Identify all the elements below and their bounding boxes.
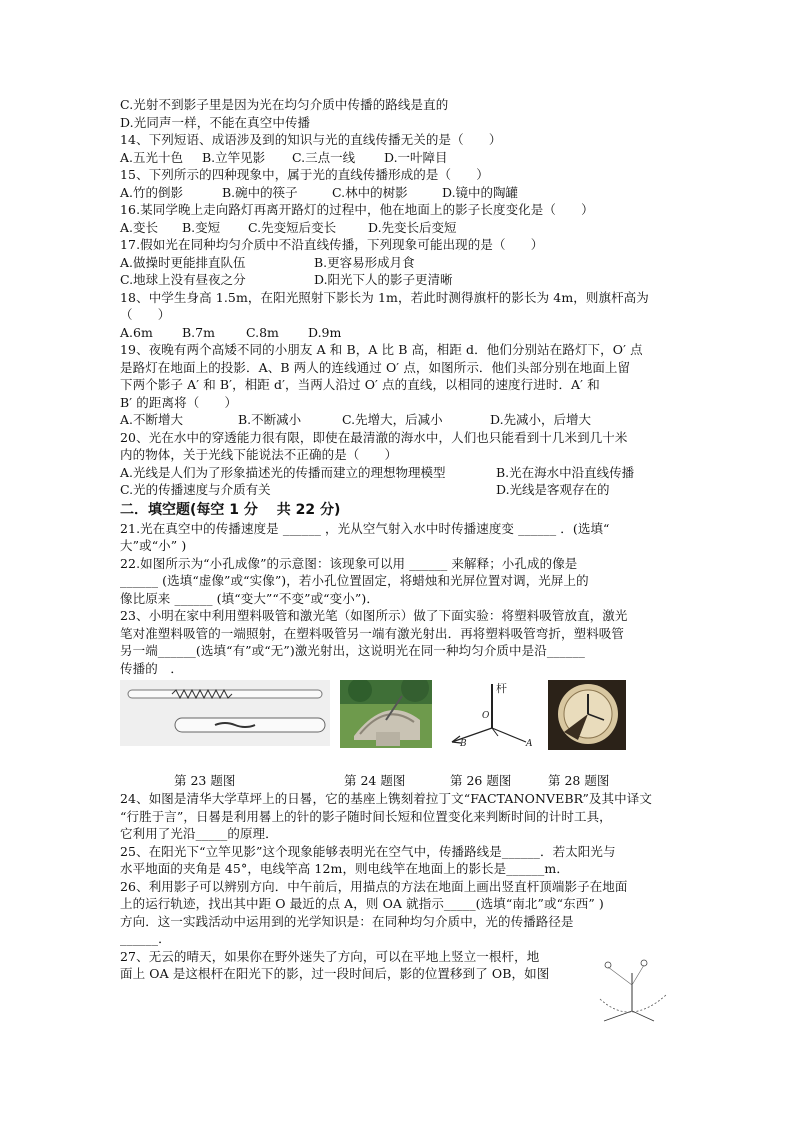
- answer-blank: （ ）: [120, 307, 171, 322]
- question-20: 20、光在水中的穿透能力很有限，即使在最清澈的海水中，人们也只能看到十几米到几十米: [120, 429, 628, 445]
- question-19: 19、夜晚有两个高矮不同的小朋友 A 和 B，A 比 B 高，相距 d．他们分别站在路灯下，O′ 点: [120, 342, 643, 357]
- option: D.一叶障目: [384, 149, 448, 165]
- question-25: 25、在阳光下“立竿见影”这个现象能够表明光在空气中，传播路线是______．若太阳光与: [120, 843, 616, 859]
- q16-options: [120, 219, 680, 237]
- q14-options: [120, 149, 680, 167]
- option: A.五光十色: [120, 149, 184, 165]
- option: C.三点一线: [292, 149, 356, 165]
- option: A.6m: [120, 324, 153, 340]
- option: C.林中的树影: [332, 184, 408, 200]
- option: D.光线是客观存在的: [496, 482, 610, 497]
- option: C.先变短后变长: [248, 219, 337, 235]
- option: C.先增大，后减小: [342, 412, 443, 427]
- q20-options: [120, 464, 680, 482]
- question-16: 16.某同学晚上走向路灯再离开路灯的过程中，他在地面上的影子长度变化是（ ）: [120, 202, 594, 217]
- caption: 第 24 题图: [344, 773, 406, 788]
- question-14: 14、下列短语、成语涉及到的知识与光的直线传播无关的是（ ）: [120, 132, 502, 147]
- straw-figure: [120, 680, 330, 746]
- option: B.立竿见影: [202, 149, 266, 165]
- question-text: ______ (选填“虚像”或“实像”)，若小孔位置固定，将蜡烛和光屏位置对调，光屏上的: [120, 573, 589, 588]
- question-text: 是路灯在地面上的投影．A、B 两人的连线通过 O′ 点，如图所示．他们头部分别在地面上留: [120, 359, 631, 375]
- option: D.阳光下人的影子更清晰: [314, 272, 453, 287]
- q15-options: [120, 184, 680, 202]
- figure-captions: [120, 772, 680, 790]
- question-21: 21.光在真空中的传播速度是 ______ ，光从空气射入水中时传播速度变 ______ ．(选填“: [120, 520, 610, 536]
- question-text: 大”或“小” ): [120, 538, 187, 553]
- section-heading: 二．填空题(每空 1 分 共 22 分): [120, 501, 341, 518]
- question-23: 23、小明在家中利用塑料吸管和激光笔（如图所示）做了下面实验：将塑料吸管放直，激光: [120, 608, 628, 623]
- question-26: 26、利用影子可以辨别方向．中午前后，用描点的方法在地面上画出竖直杆顶端影子在地面: [120, 878, 628, 894]
- option: A.不断增大: [120, 412, 184, 427]
- option: D.9m: [308, 324, 342, 340]
- point-b-label: B: [460, 739, 467, 748]
- option: C.光的传播速度与介质有关: [120, 482, 271, 497]
- option: B.7m: [182, 324, 215, 340]
- question-text: 面上 OA 是这根杆在阳光下的影，过一段时间后，影的位置移到了 OB，如图: [120, 966, 550, 981]
- option: D.先减小，后增大: [490, 412, 592, 427]
- question-15: 15、下列所示的四种现象中，属于光的直线传播形成的是（ ）: [120, 167, 489, 182]
- exam-page: [120, 96, 680, 983]
- option: B.更容易形成月食: [314, 254, 415, 270]
- question-text: 水平地面的夹角是 45°，电线竿高 12m，则电线竿在地面上的影长是______m．: [120, 861, 569, 876]
- figure-row: [120, 680, 680, 772]
- option: C.地球上没有昼夜之分: [120, 272, 246, 287]
- question-text: “行胜于言”，日晷是利用晷上的针的影子随时间长短和位置变化来判断时间的计时工具，: [120, 808, 612, 824]
- question-24: 24、如图是清华大学草坪上的日晷，它的基座上镌刻着拉丁文“FACTANONVEBR”及其中译文: [120, 791, 652, 806]
- question-text: 上的运行轨迹，找出其中距 O 最近的点 A，则 OA 就指示_____(选填“南北”或“东西” ): [120, 896, 604, 911]
- caption: 第 23 题图: [174, 773, 236, 788]
- question-text: 内的物体，关于光线下能说法不正确的是（ ）: [120, 447, 398, 462]
- pole-shadow-diagram: [442, 680, 538, 748]
- option: A.光线是人们为了形象描述光的传播而建立的理想物理模型: [120, 464, 446, 480]
- question-text: 它利用了光沿_____的原理．: [120, 826, 278, 841]
- option: A.变长: [120, 219, 159, 235]
- clock-photo: [548, 680, 626, 750]
- question-22: 22.如图所示为“小孔成像”的示意图：该现象可以用 ______ 来解释；小孔成的像是: [120, 555, 578, 571]
- option: A.竹的倒影: [120, 184, 184, 200]
- q17-options: [120, 254, 680, 272]
- question-text: 传播的 ．: [120, 660, 184, 676]
- question-text: 方向．这一实践活动中运用到的光学知识是：在同种均匀介质中，光的传播路径是: [120, 913, 574, 929]
- point-o-label: O: [482, 711, 490, 721]
- option-line: C.光射不到影子里是因为光在均匀介质中传播的路线是直的: [120, 97, 449, 112]
- option: B.变短: [182, 219, 221, 235]
- question-27: 27、无云的晴天，如果你在野外迷失了方向，可以在平地上竖立一根杆，地: [120, 948, 540, 964]
- sundial-photo: [340, 680, 432, 748]
- q27-shadow-diagram: [590, 955, 672, 1035]
- option: C.8m: [246, 324, 279, 340]
- option-line: D.光同声一样，不能在真空中传播: [120, 114, 311, 130]
- caption: 第 26 题图: [450, 773, 512, 788]
- option: A.做操时更能排直队伍: [120, 254, 246, 270]
- question-text: 另一端______(选填“有”或“无”)激光射出，这说明光在同一种均匀介质中是沿______: [120, 643, 585, 658]
- q17-options: [120, 271, 680, 289]
- option: B.光在海水中沿直线传播: [496, 464, 635, 480]
- q20-options: [120, 481, 680, 499]
- question-18: 18、中学生身高 1.5m，在阳光照射下影长为 1m，若此时测得旗杆的影长为 4m，则旗杆高为: [120, 289, 649, 305]
- question-text: B′ 的距离将（ ）: [120, 394, 238, 410]
- caption: 第 28 题图: [548, 773, 610, 788]
- question-text: 笔对准塑料吸管的一端照射，在塑料吸管另一端有激光射出．再将塑料吸管弯折，塑料吸管: [120, 625, 625, 641]
- option: B.碗中的筷子: [222, 184, 298, 200]
- question-text: 下两个影子 A′ 和 B′，相距 d′，当两人沿过 O′ 点的直线，以相同的速度行进时．A′ 和: [120, 377, 600, 392]
- option: B.不断减小: [238, 412, 302, 427]
- option: D.镜中的陶罐: [442, 184, 519, 200]
- question-text: 像比原来 ______ (填“变大”“不变”或“变小”)．: [120, 590, 379, 606]
- pole-label: 杆: [496, 682, 507, 695]
- option: D.先变长后变短: [368, 219, 457, 235]
- question-17: 17.假如光在同种均匀介质中不沿直线传播，下列现象可能出现的是（ ）: [120, 237, 544, 252]
- q19-options: [120, 411, 680, 429]
- q18-options: [120, 324, 680, 342]
- question-text: ______．: [120, 931, 171, 946]
- point-a-label: A: [526, 739, 533, 748]
